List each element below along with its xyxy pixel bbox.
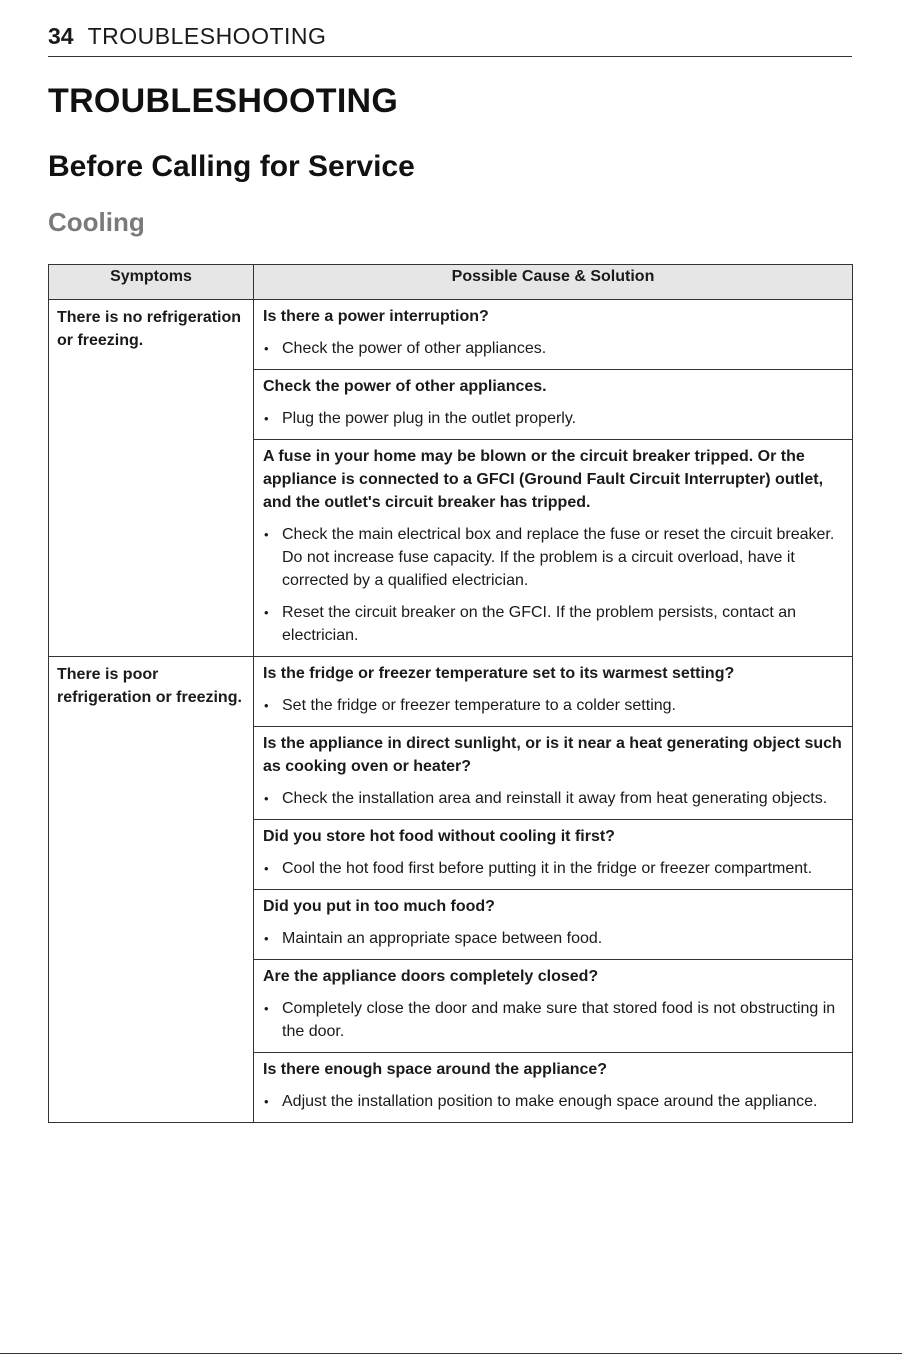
cause-question: Is the appliance in direct sunlight, or is it near a heat generating object such as cooking oven or heater? <box>263 735 842 775</box>
solution-item: • Check the installation area and reinstall it away from heat generating objects. <box>263 787 844 810</box>
symptom-cell: There is poor refrigeration or freezing. <box>49 657 254 1123</box>
cause-solution-cell <box>254 440 853 657</box>
cause-question: Check the power of other appliances. <box>263 378 547 395</box>
running-header <box>48 20 852 57</box>
cause-solution-cell <box>254 890 853 960</box>
cause-question: Is there a power interruption? <box>263 308 489 325</box>
cause-question: A fuse in your home may be blown or the circuit breaker tripped. Or the appliance is connected to a GFCI (Ground Fault Circuit Interrupter) outlet, and the outlet's circuit breaker has tripped. <box>263 448 824 511</box>
cause-question: Are the appliance doors completely closed? <box>263 968 599 985</box>
cause-solution-cell <box>254 960 853 1053</box>
cause-solution-cell <box>254 1053 853 1123</box>
cause-solution-cell <box>254 727 853 820</box>
solution-item: • Adjust the installation position to make enough space around the appliance. <box>263 1090 844 1113</box>
section-heading: Cooling <box>48 207 145 237</box>
solution-item: • Check the main electrical box and replace the fuse or reset the circuit breaker. Do not increase fuse capacity. If the problem is a circuit overload, have it corrected by a qualified electrician. <box>263 523 844 592</box>
solution-list <box>263 787 844 810</box>
cause-question: Is the fridge or freezer temperature set to its warmest setting? <box>263 665 735 682</box>
table-row <box>49 657 853 727</box>
solution-item: • Completely close the door and make sure that stored food is not obstructing in the door. <box>263 997 844 1043</box>
cause-question: Did you store hot food without cooling it first? <box>263 828 615 845</box>
solution-list <box>263 857 844 880</box>
running-section-title: TROUBLESHOOTING <box>87 23 327 49</box>
cause-question: Did you put in too much food? <box>263 898 495 915</box>
solution-list <box>263 997 844 1043</box>
symptoms-column-header: Symptoms <box>49 265 254 300</box>
cause-solution-cell <box>254 657 853 727</box>
cause-solution-column-header: Possible Cause & Solution <box>254 265 853 300</box>
solution-list <box>263 337 844 360</box>
cause-question: Is there enough space around the appliance? <box>263 1061 608 1078</box>
footer-rule <box>0 1353 902 1354</box>
solution-list <box>263 407 844 430</box>
solution-list <box>263 523 844 647</box>
solution-item: • Maintain an appropriate space between food. <box>263 927 844 950</box>
page-title: TROUBLESHOOTING <box>48 82 399 120</box>
solution-item: • Cool the hot food first before putting it in the fridge or freezer compartment. <box>263 857 844 880</box>
table-header-row <box>49 265 853 300</box>
page-number: 34 <box>48 23 74 49</box>
solution-list <box>263 927 844 950</box>
solution-list <box>263 694 844 717</box>
cause-solution-cell <box>254 370 853 440</box>
solution-item: • Check the power of other appliances. <box>263 337 844 360</box>
solution-item: • Reset the circuit breaker on the GFCI. If the problem persists, contact an electrician. <box>263 601 844 647</box>
table-body <box>49 300 853 1123</box>
solution-item: • Plug the power plug in the outlet properly. <box>263 407 844 430</box>
cause-solution-cell <box>254 820 853 890</box>
page-subtitle: Before Calling for Service <box>48 150 415 183</box>
troubleshooting-table <box>48 264 853 1123</box>
cause-solution-cell <box>254 300 853 370</box>
table-row <box>49 300 853 370</box>
solution-item: • Set the fridge or freezer temperature to a colder setting. <box>263 694 844 717</box>
solution-list <box>263 1090 844 1113</box>
symptom-cell: There is no refrigeration or freezing. <box>49 300 254 657</box>
